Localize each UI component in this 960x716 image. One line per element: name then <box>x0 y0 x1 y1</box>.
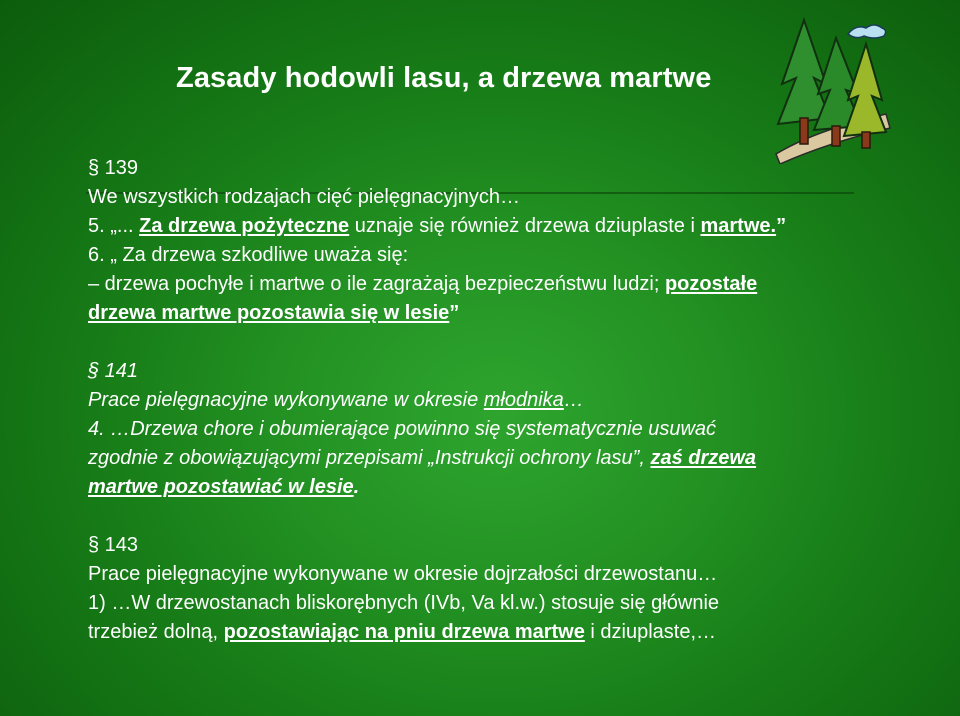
emphasis-text: drzewa martwe pozostawia się w lesie <box>88 302 450 324</box>
text-span: – drzewa pochyłe i martwe o ile zagrażają bezpieczeństwu ludzi; <box>88 273 665 295</box>
text-line <box>88 560 908 589</box>
emphasis-text: zaś drzewa <box>650 447 757 469</box>
text-span: 5. „... <box>88 215 140 237</box>
text-span: Prace pielęgnacyjne wykonywane w okresie dojrzałości drzewostanu… <box>88 563 718 585</box>
text-span: ” <box>776 215 787 237</box>
text-line <box>88 618 908 647</box>
slide-body <box>88 154 908 647</box>
text-line <box>88 270 908 299</box>
text-span: i dziuplaste,… <box>584 621 717 643</box>
text-span: zgodnie z obowiązującymi przepisami „Instrukcji ochrony lasu”, <box>88 447 651 469</box>
text-span: ” <box>449 302 460 324</box>
section-number: § 139 <box>88 157 139 179</box>
emphasis-text: pozostałe <box>664 273 758 295</box>
text-line <box>88 473 908 502</box>
text-line <box>88 589 908 618</box>
text-span: uznaje się również drzewa dziuplaste i <box>349 215 701 237</box>
emphasis-text: martwe pozostawiać w lesie <box>88 476 354 498</box>
text-span: . <box>353 476 360 498</box>
text-span: 4. …Drzewa chore i obumierające powinno się systematycznie usuwać <box>88 418 717 440</box>
text-line <box>88 241 908 270</box>
section-number: § 141 <box>88 360 139 382</box>
text-line <box>88 415 908 444</box>
emphasis-text: pozostawiając na pniu drzewa martwe <box>223 621 585 643</box>
emphasis-text: młodnika <box>483 389 564 411</box>
trees-clipart-icon <box>774 14 892 164</box>
text-span: trzebież dolną, <box>88 621 224 643</box>
text-span: … <box>563 389 584 411</box>
emphasis-text: martwe. <box>700 215 777 237</box>
text-span: 6. „ Za drzewa szkodliwe uważa się: <box>88 244 409 266</box>
text-span: We wszystkich rodzajach cięć pielęgnacyjnych… <box>88 186 521 208</box>
text-line <box>88 183 908 212</box>
emphasis-text: Za drzewa pożyteczne <box>139 215 350 237</box>
text-span: Prace pielęgnacyjne wykonywane w okresie <box>88 389 484 411</box>
slide-title: Zasady hodowli lasu, a drzewa martwe <box>176 62 712 94</box>
text-span: 1) …W drzewostanach bliskorębnych (IVb, Va kl.w.) stosuje się głównie <box>88 592 720 614</box>
section-number: § 143 <box>88 534 139 556</box>
text-line <box>88 444 908 473</box>
text-line <box>88 299 908 328</box>
text-line <box>88 212 908 241</box>
text-line <box>88 386 908 415</box>
